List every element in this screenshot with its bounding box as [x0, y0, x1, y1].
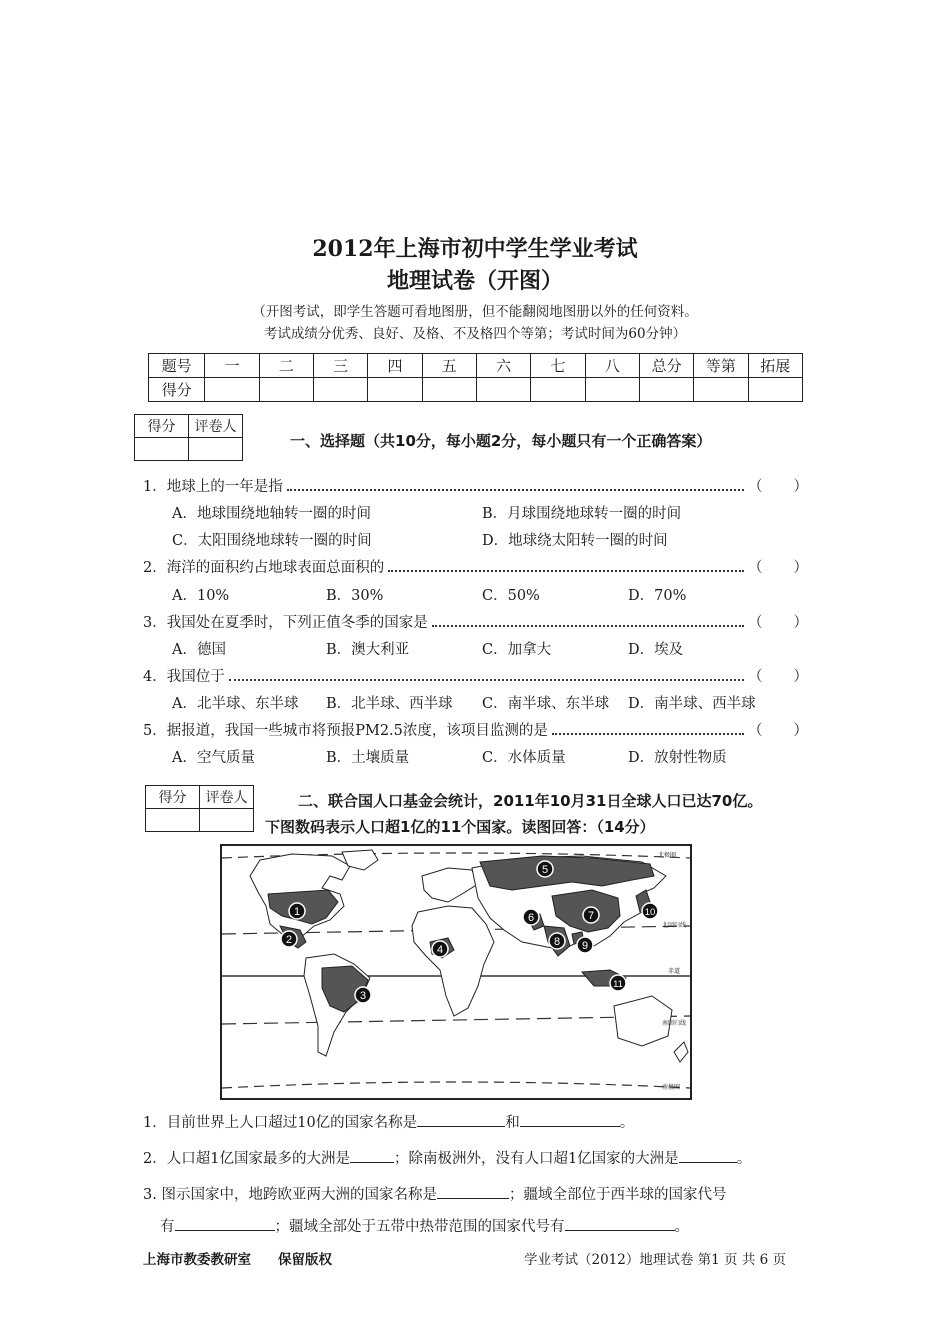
option-4a: A．北半球、东半球 [172, 696, 299, 712]
option-5a: A．空气质量 [172, 750, 255, 766]
score-cell: 一 [205, 354, 259, 378]
option-1a: A．地球围绕地轴转一圈的时间 [172, 506, 371, 522]
africa-shape [412, 906, 494, 1016]
map-marker-2 [280, 930, 298, 952]
fill-text: 和 [505, 1115, 520, 1131]
score-input-cell[interactable] [313, 378, 367, 402]
svg-text:1: 1 [293, 906, 301, 918]
option-2b: B．30% [326, 588, 384, 604]
question-stem: 5．据报道，我国一些城市将预报PM2.5浓度，该项目监测的是 [143, 723, 548, 739]
question-2 [143, 556, 808, 577]
fill-text: ；疆域全部处于五带中热带范围的国家代号有 [274, 1219, 565, 1235]
answer-paren[interactable]: （ ） [748, 615, 808, 631]
option-3d: D．埃及 [628, 642, 684, 658]
answer-blank[interactable] [565, 1214, 675, 1231]
world-population-map [220, 844, 692, 1100]
section2-heading-line2: 下图数码表示人口超1亿的11个国家。读图回答：（14分） [265, 818, 655, 836]
score-input-cell[interactable] [476, 378, 530, 402]
dot-leader [432, 624, 744, 627]
grader-reviewer-cell[interactable] [200, 809, 254, 832]
grader-reviewer-label: 评卷人 [200, 786, 254, 809]
option-4b: B．北半球、西半球 [326, 696, 453, 712]
option-2a: A．10% [172, 588, 230, 604]
score-table [148, 353, 803, 402]
exam-note-line2: 考试成绩分优秀、良好、及格、不及格四个等第；考试时间为60分钟） [263, 326, 687, 342]
score-input-cell[interactable] [531, 378, 585, 402]
new-zealand-shape [674, 1042, 688, 1062]
score-input-cell[interactable] [259, 378, 313, 402]
grader-reviewer-label: 评卷人 [189, 415, 243, 438]
label-tropic-of-cancer: 北回归线 [662, 922, 687, 929]
option-1c: C．太阳围绕地球转一圈的时间 [172, 533, 372, 549]
score-cell: 总分 [639, 354, 693, 378]
answer-blank[interactable] [679, 1146, 737, 1163]
score-cell: 二 [259, 354, 313, 378]
antarctic-circle-line [222, 1082, 690, 1088]
footer-copyright: 上海市教委教研室 保留版权 [143, 1252, 332, 1268]
label-equator: 赤道 [668, 968, 681, 975]
map-marker-1 [288, 902, 306, 924]
score-input-cell[interactable] [585, 378, 639, 402]
answer-paren[interactable]: （ ） [748, 723, 808, 739]
option-4c: C．南半球、东半球 [482, 696, 610, 712]
dot-leader [287, 488, 744, 491]
grader-score-label: 得分 [135, 415, 189, 438]
score-input-cell[interactable] [422, 378, 476, 402]
exam-note-line1: （开图考试，即学生答题可看地图册，但不能翻阅地图册以外的任何资料。 [252, 304, 698, 320]
fill-text: ；除南极洲外，没有人口超1亿国家的大洲是 [393, 1151, 679, 1167]
fill-question-1 [143, 1110, 634, 1132]
fill-text: 。 [674, 1219, 689, 1235]
map-marker-5 [536, 860, 554, 882]
answer-paren[interactable]: （ ） [748, 560, 808, 576]
answer-blank[interactable] [437, 1182, 509, 1199]
option-3c: C．加拿大 [482, 642, 552, 658]
score-cell: 三 [313, 354, 367, 378]
fill-text: 2．人口超1亿国家最多的大洲是 [143, 1151, 350, 1167]
question-stem: 4．我国位于 [143, 669, 225, 685]
question-1 [143, 475, 808, 496]
map-marker-8 [548, 932, 566, 954]
score-cell: 七 [531, 354, 585, 378]
option-5b: B．土壤质量 [326, 750, 410, 766]
section2-heading-line1: 二、联合国人口基金会统计，2011年10月31日全球人口已达70亿。 [298, 792, 763, 810]
exam-title: 2012年上海市初中学生学业考试 [312, 236, 638, 262]
svg-text:4: 4 [436, 944, 444, 956]
svg-text:8: 8 [553, 936, 561, 948]
option-1b: B．月球围绕地球转一圈的时间 [482, 506, 682, 522]
question-4 [143, 665, 808, 686]
grader-score-cell[interactable] [146, 809, 200, 832]
fill-text: 。 [736, 1151, 752, 1167]
answer-blank[interactable] [417, 1110, 505, 1127]
score-input-cell[interactable] [639, 378, 693, 402]
score-cell: 等第 [694, 354, 748, 378]
score-table-score-row [149, 378, 803, 402]
footer-page-info: 学业考试（2012）地理试卷 第1 页 共 6 页 [524, 1252, 786, 1268]
label-tropic-of-capricorn: 南回归线 [662, 1020, 687, 1027]
svg-text:5: 5 [541, 864, 549, 876]
fill-text: 1．目前世界上人口超过10亿的国家名称是 [143, 1115, 418, 1131]
score-input-cell[interactable] [205, 378, 259, 402]
score-cell: 八 [585, 354, 639, 378]
fill-text: 有 [160, 1219, 175, 1235]
svg-text:10: 10 [644, 907, 656, 918]
label-arctic-circle: 北极圈 [658, 852, 677, 859]
svg-text:9: 9 [581, 940, 589, 952]
map-marker-10 [640, 902, 660, 924]
map-marker-11 [608, 974, 628, 996]
map-marker-9 [576, 936, 594, 958]
answer-blank[interactable] [175, 1214, 275, 1231]
fill-question-2 [143, 1146, 751, 1168]
question-stem: 2．海洋的面积约占地球表面总面积的 [143, 560, 385, 576]
score-row-label: 得分 [149, 378, 205, 402]
score-cell: 拓展 [748, 354, 802, 378]
grader-score-label: 得分 [146, 786, 200, 809]
question-3 [143, 611, 808, 632]
option-1d: D．地球绕太阳转一圈的时间 [482, 533, 668, 549]
map-marker-4 [431, 940, 449, 962]
answer-blank[interactable] [350, 1146, 394, 1163]
grader-reviewer-cell[interactable] [189, 438, 243, 461]
option-2d: D．70% [628, 588, 687, 604]
section1-grader-box [134, 414, 243, 461]
section2-grader-box [145, 785, 254, 832]
score-cell: 题号 [149, 354, 205, 378]
svg-text:11: 11 [613, 979, 623, 990]
label-antarctic-circle: 南极圈 [662, 1084, 681, 1091]
fill-text: ；疆域全部位于西半球的国家代号 [508, 1187, 727, 1203]
dot-leader [388, 569, 744, 572]
section1-heading: 一、选择题（共10分，每小题2分，每小题只有一个正确答案） [290, 432, 712, 450]
svg-text:6: 6 [527, 912, 535, 924]
svg-text:7: 7 [587, 910, 595, 922]
fill-text: 3. 图示国家中，地跨欧亚两大洲的国家名称是 [143, 1187, 437, 1203]
map-marker-6 [522, 908, 540, 930]
score-input-cell[interactable] [368, 378, 422, 402]
europe-shape [422, 868, 478, 902]
fill-question-3 [143, 1182, 726, 1204]
score-cell: 六 [476, 354, 530, 378]
answer-blank[interactable] [520, 1110, 620, 1127]
score-table-header-row [149, 354, 803, 378]
grader-score-cell[interactable] [135, 438, 189, 461]
dot-leader [552, 732, 744, 735]
option-5c: C．水体质量 [482, 750, 566, 766]
score-input-cell[interactable] [694, 378, 748, 402]
score-cell: 四 [368, 354, 422, 378]
svg-text:3: 3 [359, 990, 367, 1002]
option-3b: B．澳大利亚 [326, 642, 410, 658]
answer-paren[interactable]: （ ） [748, 479, 808, 495]
dot-leader [229, 678, 744, 681]
score-cell: 五 [422, 354, 476, 378]
option-2c: C．50% [482, 588, 540, 604]
question-5 [143, 719, 808, 740]
question-stem: 1．地球上的一年是指 [143, 479, 283, 495]
question-stem: 3．我国处在夏季时，下列正值冬季的国家是 [143, 615, 428, 631]
svg-text:2: 2 [285, 934, 293, 946]
option-4d: D．南半球、西半球 [628, 696, 756, 712]
option-5d: D．放射性物质 [628, 750, 727, 766]
score-input-cell[interactable] [748, 378, 802, 402]
exam-subtitle: 地理试卷（开图） [386, 268, 563, 294]
map-marker-3 [354, 986, 372, 1008]
map-marker-7 [582, 906, 600, 928]
fill-question-3-continued [160, 1214, 689, 1236]
fill-text: 。 [619, 1115, 635, 1131]
world-map-svg [222, 846, 690, 1098]
option-3a: A．德国 [172, 642, 226, 658]
answer-paren[interactable]: （ ） [748, 669, 808, 685]
